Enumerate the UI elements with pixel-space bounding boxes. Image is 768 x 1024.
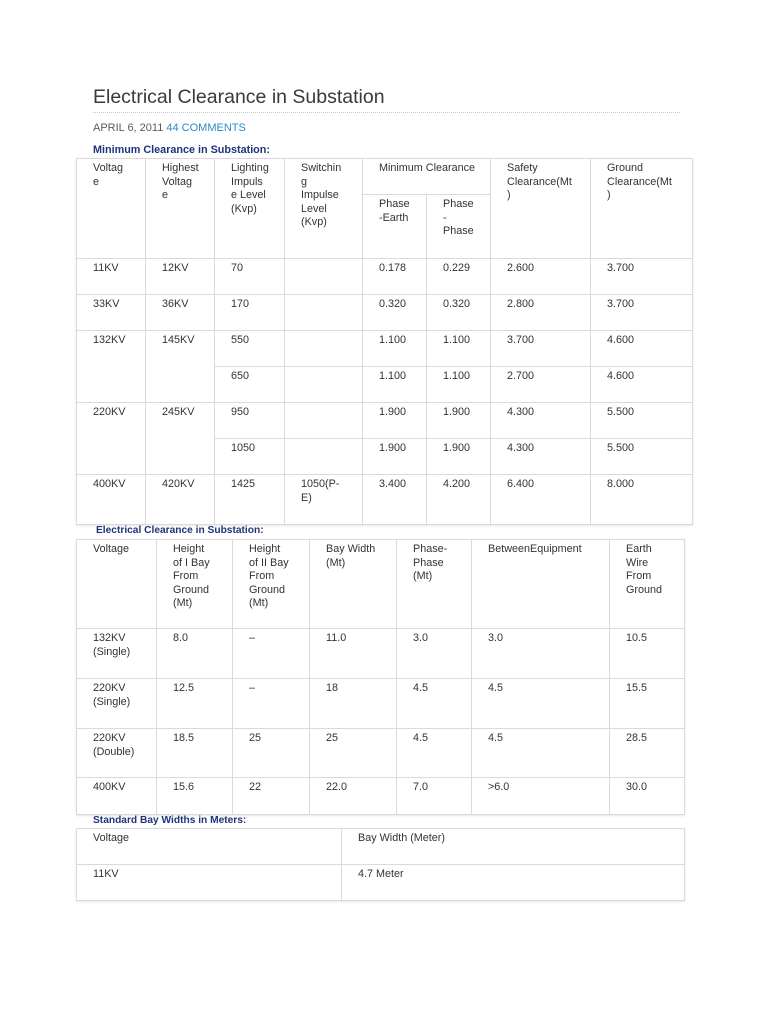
cell-voltage: 132KV: [77, 331, 146, 403]
cell-ground-clearance: 4.600: [591, 331, 693, 367]
cell-switching-impulse-level: 1050(P- E): [285, 475, 363, 525]
cell-earth-wire: 15.5: [610, 679, 685, 729]
cell-ground-clearance: 5.500: [591, 439, 693, 475]
header-voltage: Voltag e: [77, 159, 146, 259]
bay-clearance-table: [76, 539, 685, 815]
header-phase-phase: Phase- Phase (Mt): [397, 540, 472, 629]
cell-highest-voltage: 36KV: [146, 295, 215, 331]
cell-between-equipment: 4.5: [472, 679, 610, 729]
header-bay-width: Bay Width (Mt): [310, 540, 397, 629]
table-row: [77, 629, 685, 679]
cell-voltage: 33KV: [77, 295, 146, 331]
header-row: [77, 159, 693, 195]
post-meta: [93, 121, 246, 135]
table-row: [77, 865, 685, 901]
header-row: [77, 829, 685, 865]
cell-ground-clearance: 5.500: [591, 403, 693, 439]
bay-width-table: [76, 828, 685, 901]
cell-height-i-bay: 18.5: [157, 729, 233, 778]
cell-safety-clearance: 6.400: [491, 475, 591, 525]
bay-width-caption: Standard Bay Widths in Meters:: [93, 815, 247, 826]
cell-ground-clearance: 8.000: [591, 475, 693, 525]
cell-voltage: 11KV: [77, 259, 146, 295]
post-date: APRIL 6, 2011: [93, 122, 164, 134]
cell-safety-clearance: 4.300: [491, 403, 591, 439]
cell-safety-clearance: 2.600: [491, 259, 591, 295]
table-row: [77, 475, 693, 525]
cell-safety-clearance: 2.800: [491, 295, 591, 331]
cell-bay-width: 18: [310, 679, 397, 729]
table-row: [77, 259, 693, 295]
cell-height-ii-bay: 25: [233, 729, 310, 778]
cell-phase-earth: 1.100: [363, 331, 427, 367]
cell-bay-width: 22.0: [310, 778, 397, 815]
cell-phase-phase: 7.0: [397, 778, 472, 815]
cell-height-i-bay: 15.6: [157, 778, 233, 815]
cell-lighting-impulse-level: 170: [215, 295, 285, 331]
cell-bay-width: 4.7 Meter: [342, 865, 685, 901]
header-voltage: Voltage: [77, 829, 342, 865]
cell-switching-impulse-level: [285, 439, 363, 475]
header-phase-earth: Phase -Earth: [363, 195, 427, 259]
cell-safety-clearance: 3.700: [491, 331, 591, 367]
title-divider: [93, 112, 680, 113]
header-safety-clearance: Safety Clearance(Mt ): [491, 159, 591, 259]
header-bay-width: Bay Width (Meter): [342, 829, 685, 865]
cell-phase-phase: 0.320: [427, 295, 491, 331]
cell-height-i-bay: 8.0: [157, 629, 233, 679]
cell-lighting-impulse-level: 1425: [215, 475, 285, 525]
cell-phase-phase: 4.5: [397, 679, 472, 729]
cell-highest-voltage: 145KV: [146, 331, 215, 403]
cell-phase-phase: 1.100: [427, 331, 491, 367]
header-between-equipment: BetweenEquipment: [472, 540, 610, 629]
cell-voltage: 220KV (Single): [77, 679, 157, 729]
cell-phase-phase: 0.229: [427, 259, 491, 295]
header-height-ii-bay: Height of II Bay From Ground (Mt): [233, 540, 310, 629]
cell-between-equipment: 4.5: [472, 729, 610, 778]
cell-phase-earth: 1.900: [363, 403, 427, 439]
cell-switching-impulse-level: [285, 367, 363, 403]
cell-height-ii-bay: 22: [233, 778, 310, 815]
cell-voltage: 400KV: [77, 475, 146, 525]
cell-ground-clearance: 3.700: [591, 295, 693, 331]
cell-earth-wire: 30.0: [610, 778, 685, 815]
cell-voltage: 132KV (Single): [77, 629, 157, 679]
header-switching-impulse-level: Switchin g Impulse Level (Kvp): [285, 159, 363, 259]
cell-highest-voltage: 245KV: [146, 403, 215, 475]
cell-voltage: 220KV: [77, 403, 146, 475]
cell-phase-earth: 1.900: [363, 439, 427, 475]
header-lighting-impulse-level: Lighting Impuls e Level (Kvp): [215, 159, 285, 259]
cell-earth-wire: 10.5: [610, 629, 685, 679]
table-row: [77, 403, 693, 439]
cell-phase-earth: 0.320: [363, 295, 427, 331]
cell-earth-wire: 28.5: [610, 729, 685, 778]
cell-between-equipment: 3.0: [472, 629, 610, 679]
cell-ground-clearance: 3.700: [591, 259, 693, 295]
comments-link[interactable]: 44 COMMENTS: [166, 122, 246, 134]
cell-voltage: 220KV (Double): [77, 729, 157, 778]
table-row: [77, 295, 693, 331]
cell-phase-phase: 4.200: [427, 475, 491, 525]
cell-switching-impulse-level: [285, 331, 363, 367]
table-row: [77, 729, 685, 778]
header-highest-voltage: Highest Voltag e: [146, 159, 215, 259]
cell-height-i-bay: 12.5: [157, 679, 233, 729]
cell-phase-earth: 0.178: [363, 259, 427, 295]
header-minimum-clearance: Minimum Clearance: [363, 159, 491, 195]
table-row: [77, 331, 693, 367]
cell-highest-voltage: 420KV: [146, 475, 215, 525]
cell-switching-impulse-level: [285, 259, 363, 295]
minimum-clearance-caption: Minimum Clearance in Substation:: [93, 144, 270, 156]
header-phase-phase: Phase - Phase: [427, 195, 491, 259]
table-row: [77, 778, 685, 815]
cell-height-ii-bay: –: [233, 679, 310, 729]
minimum-clearance-table: [76, 158, 693, 525]
cell-bay-width: 25: [310, 729, 397, 778]
cell-phase-earth: 1.100: [363, 367, 427, 403]
cell-bay-width: 11.0: [310, 629, 397, 679]
cell-lighting-impulse-level: 550: [215, 331, 285, 367]
header-earth-wire: Earth Wire From Ground: [610, 540, 685, 629]
cell-phase-earth: 3.400: [363, 475, 427, 525]
cell-phase-phase: 1.900: [427, 439, 491, 475]
cell-switching-impulse-level: [285, 403, 363, 439]
cell-lighting-impulse-level: 1050: [215, 439, 285, 475]
cell-ground-clearance: 4.600: [591, 367, 693, 403]
header-ground-clearance: Ground Clearance(Mt ): [591, 159, 693, 259]
header-row: [77, 540, 685, 629]
header-voltage: Voltage: [77, 540, 157, 629]
header-height-i-bay: Height of I Bay From Ground (Mt): [157, 540, 233, 629]
cell-switching-impulse-level: [285, 295, 363, 331]
cell-phase-phase: 3.0: [397, 629, 472, 679]
cell-safety-clearance: 2.700: [491, 367, 591, 403]
cell-highest-voltage: 12KV: [146, 259, 215, 295]
bay-clearance-caption: Electrical Clearance in Substation:: [96, 525, 264, 536]
cell-phase-phase: 1.100: [427, 367, 491, 403]
cell-safety-clearance: 4.300: [491, 439, 591, 475]
cell-voltage: 11KV: [77, 865, 342, 901]
cell-between-equipment: >6.0: [472, 778, 610, 815]
cell-height-ii-bay: –: [233, 629, 310, 679]
cell-phase-phase: 1.900: [427, 403, 491, 439]
cell-phase-phase: 4.5: [397, 729, 472, 778]
cell-lighting-impulse-level: 650: [215, 367, 285, 403]
cell-voltage: 400KV: [77, 778, 157, 815]
post-title: Electrical Clearance in Substation: [93, 86, 385, 108]
cell-lighting-impulse-level: 950: [215, 403, 285, 439]
table-row: [77, 679, 685, 729]
cell-lighting-impulse-level: 70: [215, 259, 285, 295]
